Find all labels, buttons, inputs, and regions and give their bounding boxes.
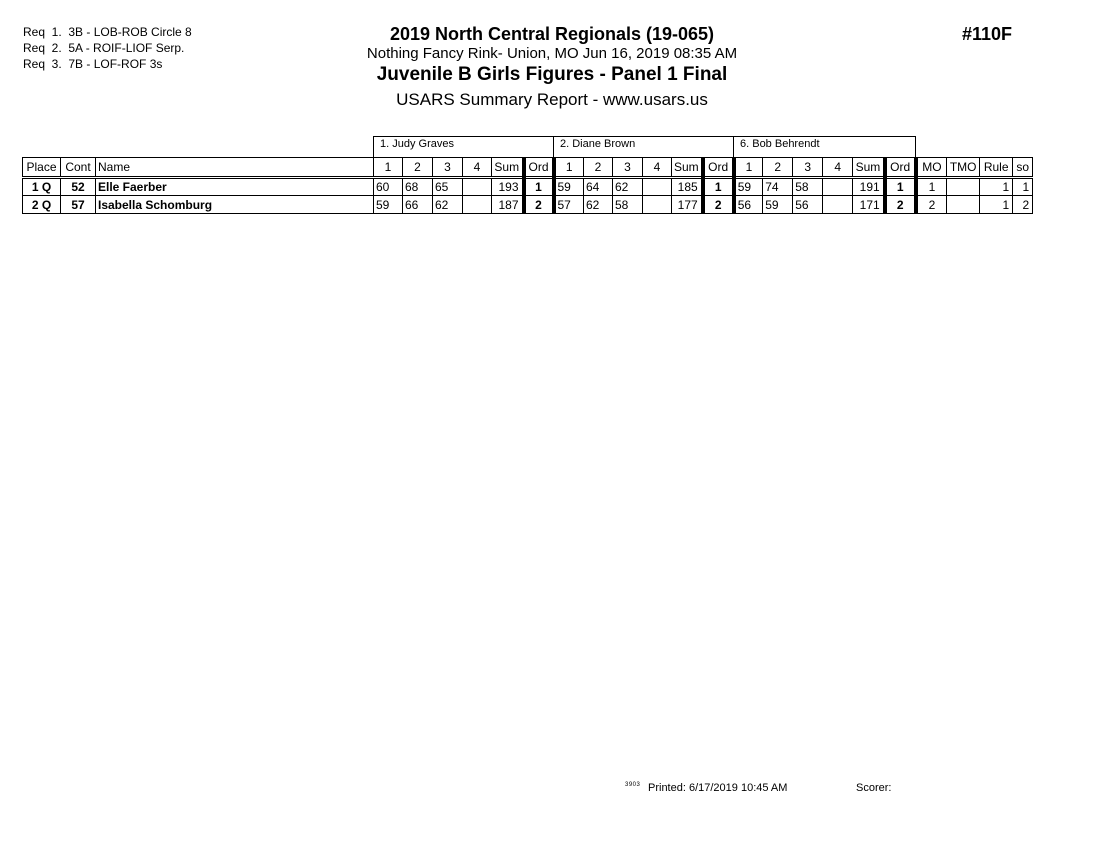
- score-cell: 56: [734, 196, 763, 214]
- scorer-label: Scorer:: [856, 782, 892, 794]
- judge-header-1: 1. Judy Graves: [373, 136, 554, 157]
- col-name: Name: [96, 158, 374, 178]
- rule-cell: 1: [980, 178, 1013, 196]
- sum-cell: 185: [672, 178, 703, 196]
- col-j3-1: 1: [734, 158, 763, 178]
- sum-cell: 177: [672, 196, 703, 214]
- judge-header-3: 6. Bob Behrendt: [733, 136, 916, 157]
- col-rule: Rule: [980, 158, 1013, 178]
- col-j1-4: 4: [463, 158, 492, 178]
- score-cell: 62: [584, 196, 613, 214]
- score-cell: 65: [433, 178, 463, 196]
- place-cell: 1 Q: [23, 178, 61, 196]
- col-j1-sum: Sum: [492, 158, 524, 178]
- printed-timestamp: Printed: 6/17/2019 10:45 AM: [648, 782, 788, 794]
- event-number: #110F: [962, 24, 1013, 44]
- competition-title: 2019 North Central Regionals (19-065): [389, 24, 715, 44]
- name-cell: Isabella Schomburg: [96, 196, 374, 214]
- col-tmo: TMO: [947, 158, 980, 178]
- mo-cell: 1: [916, 178, 947, 196]
- score-cell: [823, 178, 853, 196]
- col-place: Place: [23, 158, 61, 178]
- score-cell: [463, 196, 492, 214]
- col-j1-1: 1: [374, 158, 403, 178]
- judge-header-2: 2. Diane Brown: [553, 136, 734, 157]
- so-cell: 2: [1013, 196, 1033, 214]
- col-j1-2: 2: [403, 158, 433, 178]
- score-cell: [463, 178, 492, 196]
- table-row: [23, 178, 1033, 196]
- col-mo: MO: [916, 158, 947, 178]
- col-j3-sum: Sum: [853, 158, 885, 178]
- ord-cell: 1: [703, 178, 734, 196]
- requirement-3: Req 3. 7B - LOF-ROF 3s: [23, 57, 163, 71]
- requirement-1: Req 1. 3B - LOB-ROB Circle 8: [23, 25, 192, 39]
- tmo-cell: [947, 178, 980, 196]
- ord-cell: 2: [885, 196, 916, 214]
- col-j3-4: 4: [823, 158, 853, 178]
- table-row: [23, 196, 1033, 214]
- report-title: USARS Summary Report - www.usars.us: [396, 90, 708, 109]
- score-cell: 58: [793, 178, 823, 196]
- score-cell: 60: [374, 178, 403, 196]
- report-code: 3903: [625, 782, 641, 788]
- col-j2-1: 1: [554, 158, 584, 178]
- ord-cell: 1: [885, 178, 916, 196]
- score-cell: 74: [763, 178, 793, 196]
- col-j1-ord: Ord: [524, 158, 554, 178]
- ord-cell: 2: [703, 196, 734, 214]
- event-title: Juvenile B Girls Figures - Panel 1 Final: [376, 64, 728, 85]
- cont-cell: 52: [61, 178, 96, 196]
- col-j2-2: 2: [584, 158, 613, 178]
- rule-cell: 1: [980, 196, 1013, 214]
- score-cell: 59: [763, 196, 793, 214]
- col-j2-sum: Sum: [672, 158, 703, 178]
- col-cont: Cont: [61, 158, 96, 178]
- location-date: Nothing Fancy Rink- Union, MO Jun 16, 2019 08:35 AM: [366, 45, 738, 62]
- sum-cell: 187: [492, 196, 524, 214]
- score-cell: 64: [584, 178, 613, 196]
- sum-cell: 193: [492, 178, 524, 196]
- mo-cell: 2: [916, 196, 947, 214]
- score-cell: 56: [793, 196, 823, 214]
- header-row: [23, 158, 1033, 178]
- cont-cell: 57: [61, 196, 96, 214]
- results-table: [22, 157, 1033, 214]
- name-cell: Elle Faerber: [96, 178, 374, 196]
- col-j3-3: 3: [793, 158, 823, 178]
- sum-cell: 191: [853, 178, 885, 196]
- col-j3-ord: Ord: [885, 158, 916, 178]
- score-cell: [643, 196, 672, 214]
- score-cell: [643, 178, 672, 196]
- score-cell: 57: [554, 196, 584, 214]
- score-cell: 62: [433, 196, 463, 214]
- score-cell: 59: [734, 178, 763, 196]
- sum-cell: 171: [853, 196, 885, 214]
- col-j3-2: 2: [763, 158, 793, 178]
- score-cell: 66: [403, 196, 433, 214]
- score-cell: [823, 196, 853, 214]
- col-so: so: [1013, 158, 1033, 178]
- ord-cell: 2: [524, 196, 554, 214]
- score-cell: 62: [613, 178, 643, 196]
- score-cell: 58: [613, 196, 643, 214]
- col-j2-4: 4: [643, 158, 672, 178]
- tmo-cell: [947, 196, 980, 214]
- col-j2-ord: Ord: [703, 158, 734, 178]
- ord-cell: 1: [524, 178, 554, 196]
- col-j1-3: 3: [433, 158, 463, 178]
- col-j2-3: 3: [613, 158, 643, 178]
- requirement-2: Req 2. 5A - ROIF-LIOF Serp.: [23, 41, 185, 55]
- place-cell: 2 Q: [23, 196, 61, 214]
- score-cell: 59: [554, 178, 584, 196]
- score-cell: 59: [374, 196, 403, 214]
- score-cell: 68: [403, 178, 433, 196]
- so-cell: 1: [1013, 178, 1033, 196]
